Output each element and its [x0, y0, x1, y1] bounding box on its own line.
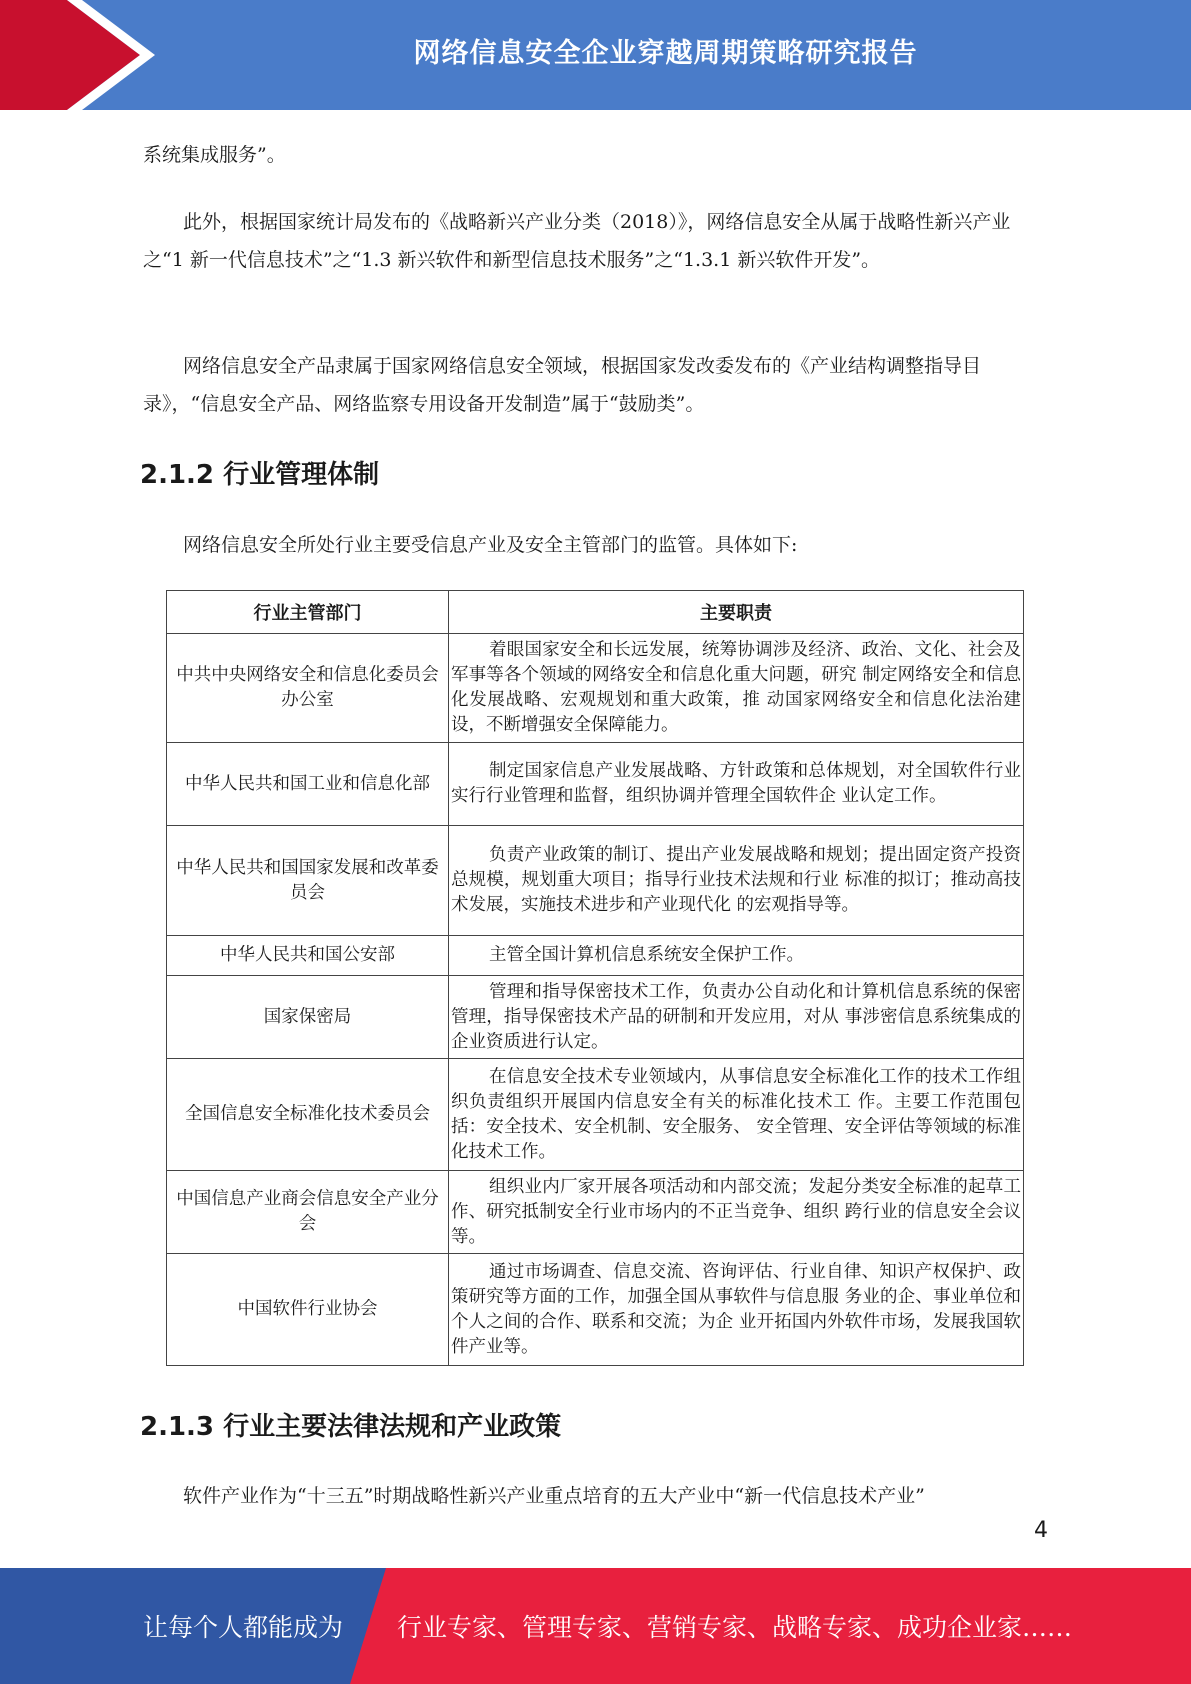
section-heading-2-1-2: 2.1.2 行业管理体制 — [140, 460, 380, 490]
resp-cell: 制定国家信息产业发展战略、方针政策和总体规划，对全国软件行业实行行业管理和监督，组织协调并管理全国软件企 业认定工作。 — [449, 743, 1024, 826]
paragraph-continuation: 系统集成服务”。 — [143, 144, 286, 166]
dept-cell: 中国信息产业商会信息安全产业分会 — [167, 1171, 449, 1254]
table-header-dept: 行业主管部门 — [167, 591, 449, 634]
resp-cell: 主管全国计算机信息系统安全保护工作。 — [449, 936, 1024, 976]
resp-cell: 管理和指导保密技术工作，负责办公自动化和计算机信息系统的保密管理，指导保密技术产品的研制和开发应用，对从 事涉密信息系统集成的企业资质进行认定。 — [449, 976, 1024, 1059]
resp-cell: 着眼国家安全和长远发展，统筹协调涉及经济、政治、文化、社会及军事等各个领域的网络安全和信息化重大问题，研究 制定网络安全和信息化发展战略、宏观规划和重大政策，推 动国家网络安全和信息化法治建设，不断增强安全保障能力。 — [449, 634, 1024, 743]
table-row — [167, 826, 1024, 936]
page-header — [0, 0, 1191, 110]
dept-cell: 中华人民共和国国家发展和改革委员会 — [167, 826, 449, 936]
table-header-row — [167, 591, 1024, 634]
paragraph-regulation-intro: 网络信息安全所处行业主要受信息产业及安全主管部门的监管。具体如下: — [183, 534, 798, 556]
table-header-resp: 主要职责 — [449, 591, 1024, 634]
dept-cell: 中华人民共和国公安部 — [167, 936, 449, 976]
report-title: 网络信息安全企业穿越周期策略研究报告 — [413, 37, 918, 69]
dept-cell: 中共中央网络安全和信息化委员会办公室 — [167, 634, 449, 743]
paragraph-software-industry: 软件产业作为“十三五”时期战略性新兴产业重点培育的五大产业中“新一代信息技术产业” — [183, 1485, 925, 1507]
paragraph-strategic-classification: 此外，根据国家统计局发布的《战略新兴产业分类（2018）》，网络信息安全从属于战略性新兴产业之“1 新一代信息技术”之“1.3 新兴软件和新型信息技术服务”之“1.3.1 新兴软件开发”。 — [143, 211, 1011, 271]
dept-cell: 中华人民共和国工业和信息化部 — [167, 743, 449, 826]
dept-cell: 国家保密局 — [167, 976, 449, 1059]
table-row — [167, 743, 1024, 826]
dept-cell: 全国信息安全标准化技术委员会 — [167, 1059, 449, 1171]
table-row — [167, 1171, 1024, 1254]
footer-slogan-right: 行业专家、管理专家、营销专家、战略专家、成功企业家…… — [397, 1613, 1073, 1642]
section-heading-2-1-3: 2.1.3 行业主要法律法规和产业政策 — [140, 1412, 562, 1442]
dept-cell: 中国软件行业协会 — [167, 1254, 449, 1366]
table-row — [167, 634, 1024, 743]
table-row — [167, 1254, 1024, 1366]
regulatory-authorities-table — [166, 590, 1024, 1366]
resp-cell: 负责产业政策的制订、提出产业发展战略和规划；提出固定资产投资总规模，规划重大项目；指导行业技术法规和行业 标准的拟订；推动高技术发展，实施技术进步和产业现代化 的宏观指导等。 — [449, 826, 1024, 936]
footer-slogan-left: 让每个人都能成为 — [143, 1613, 344, 1642]
page-footer — [0, 1568, 1191, 1684]
paragraph-industry-catalog: 网络信息安全产品隶属于国家网络信息安全领域，根据国家发改委发布的《产业结构调整指导目录》，“信息安全产品、网络监察专用设备开发制造”属于“鼓励类”。 — [143, 355, 982, 415]
resp-cell: 通过市场调查、信息交流、咨询评估、行业自律、知识产权保护、政策研究等方面的工作，加强全国从事软件与信息服 务业的企、事业单位和个人之间的合作、联系和交流；为企 业开拓国内外软件市场，发展我国软件产业等。 — [449, 1254, 1024, 1366]
resp-cell: 组织业内厂家开展各项活动和内部交流；发起分类安全标准的起草工作、研究抵制安全行业市场内的不正当竞争、组织 跨行业的信息安全会议等。 — [449, 1171, 1024, 1254]
table-row — [167, 1059, 1024, 1171]
table-row — [167, 976, 1024, 1059]
table-row — [167, 936, 1024, 976]
page-number: 4 — [1034, 1518, 1048, 1543]
resp-cell: 在信息安全技术专业领域内，从事信息安全标准化工作的技术工作组织负责组织开展国内信息安全有关的标准化技术工 作。主要工作范围包括：安全技术、安全机制、安全服务、 安全管理、安全评估等领域的标准化技术工作。 — [449, 1059, 1024, 1171]
